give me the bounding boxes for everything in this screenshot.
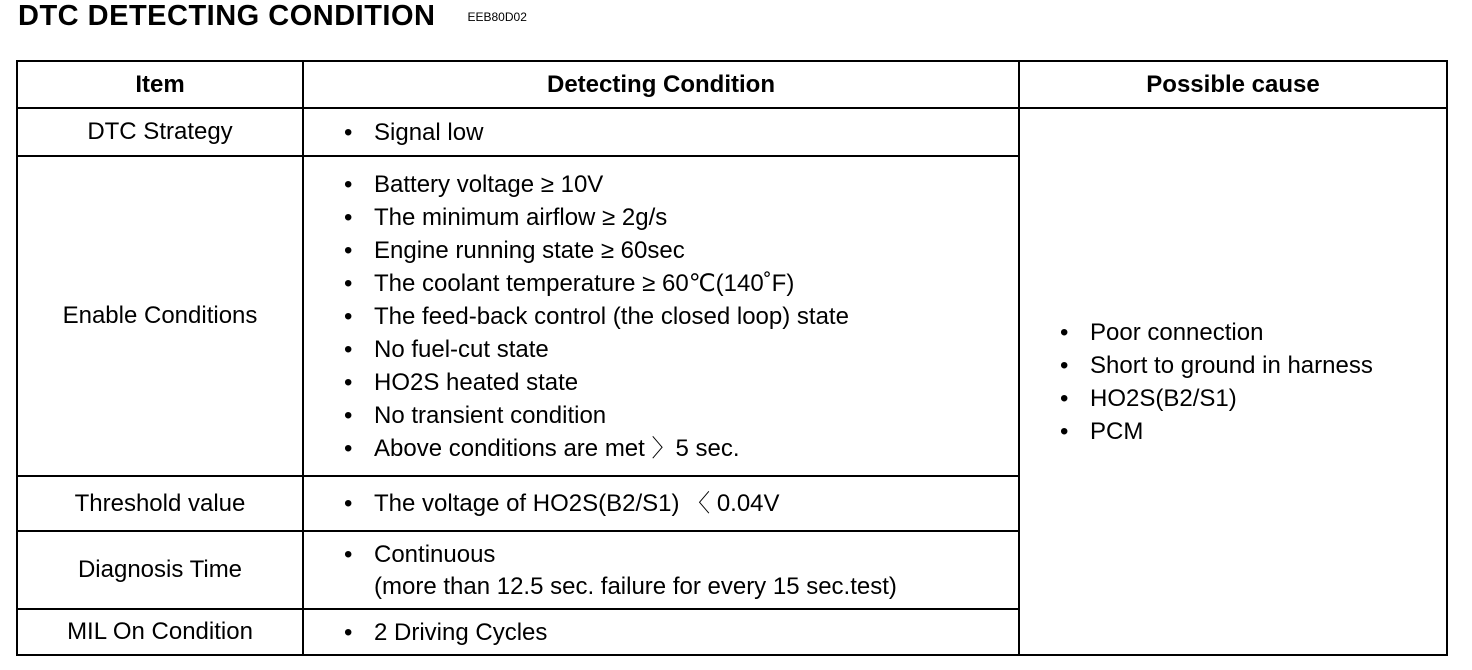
list-item: • Continuous	[344, 538, 1018, 571]
list-item: • The minimum airflow ≥ 2g/s	[344, 201, 1018, 234]
item-cell: MIL On Condition	[17, 609, 303, 655]
list-item: • Signal low	[344, 116, 1018, 149]
condition-cell	[303, 609, 1019, 655]
item-cell: Diagnosis Time	[17, 531, 303, 609]
condition-list	[344, 168, 1018, 465]
list-item: • The feed-back control (the closed loop) state	[344, 300, 1018, 333]
condition-cell	[303, 476, 1019, 531]
condition-cell	[303, 108, 1019, 156]
list-item: • HO2S(B2/S1)	[1060, 382, 1446, 415]
item-cell: Threshold value	[17, 476, 303, 531]
diagnosis-time-note: (more than 12.5 sec. failure for every 15 sec.test)	[374, 572, 897, 600]
page-title: DTC DETECTING CONDITION	[18, 0, 436, 32]
column-header-item: Item	[17, 61, 303, 108]
item-cell: Enable Conditions	[17, 156, 303, 476]
column-header-possible-cause: Possible cause	[1019, 61, 1447, 108]
column-header-detecting-condition: Detecting Condition	[303, 61, 1019, 108]
title-row	[18, 0, 527, 40]
list-item: • The voltage of HO2S(B2/S1) 〈 0.04V	[344, 487, 1018, 520]
document-code: EEB80D02	[467, 10, 527, 24]
list-item: • 2 Driving Cycles	[344, 616, 1018, 649]
table-row	[17, 108, 1447, 156]
condition-list	[344, 538, 1018, 571]
possible-cause-cell	[1019, 108, 1447, 655]
condition-list	[344, 616, 1018, 649]
table-header-row	[17, 61, 1447, 108]
list-item: • PCM	[1060, 415, 1446, 448]
list-item: • Engine running state ≥ 60sec	[344, 234, 1018, 267]
list-item: • No fuel-cut state	[344, 333, 1018, 366]
list-item: • Short to ground in harness	[1060, 349, 1446, 382]
condition-list	[344, 487, 1018, 520]
list-item: • No transient condition	[344, 399, 1018, 432]
list-item: • Above conditions are met 〉5 sec.	[344, 432, 1018, 465]
cause-list	[1060, 316, 1446, 448]
list-item: • The coolant temperature ≥ 60℃(140˚F)	[344, 267, 1018, 300]
condition-cell	[303, 531, 1019, 609]
item-cell: DTC Strategy	[17, 108, 303, 156]
list-item: • HO2S heated state	[344, 366, 1018, 399]
list-item: • Poor connection	[1060, 316, 1446, 349]
condition-cell	[303, 156, 1019, 476]
list-item: • Battery voltage ≥ 10V	[344, 168, 1018, 201]
dtc-table	[16, 60, 1448, 656]
condition-list	[344, 116, 1018, 149]
